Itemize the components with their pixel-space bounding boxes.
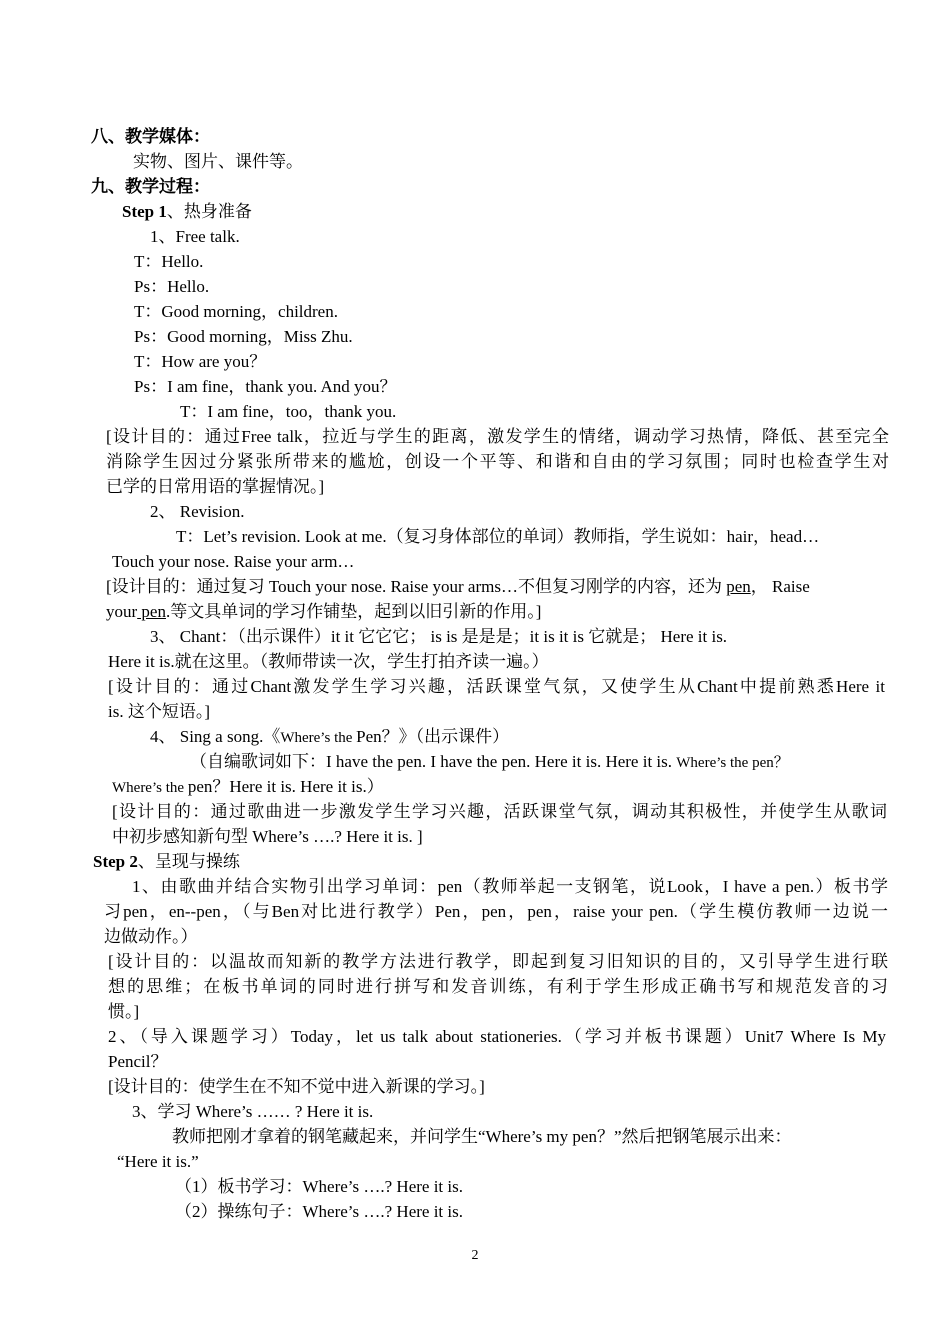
design-purpose-line: [设计目的：使学生在不知不觉中进入新课的学习。]: [108, 1077, 485, 1096]
song-item: [150, 724, 509, 751]
underlined-word: pen: [726, 577, 751, 596]
chant-text: Here it is.就在这里。（教师带读一次，学生打拍齐读一遍。）: [108, 652, 549, 671]
design-purpose-line: [设计目的：通过Free talk，拉近与学生的距离，激发学生的情绪，调动学习热情，降低、甚至完全: [106, 427, 889, 446]
dialogue-line: Ps：Hello.: [134, 277, 210, 296]
step2-label: Step 2: [93, 852, 138, 871]
dialogue-line: Ps：Good morning，Miss Zhu.: [134, 327, 353, 346]
presentation-text: 1、由歌曲并结合实物引出学习单词：pen（教师举起一支钢笔，说Look，I have a pen.）板书学: [132, 877, 888, 896]
dialogue-line: T：How are you？: [134, 352, 267, 371]
learning-subitem: （1）板书学习：Where’s ….? Here it is.: [175, 1177, 463, 1196]
design-purpose-text: your: [106, 602, 138, 621]
step1-title: 、热身准备: [166, 202, 252, 221]
revision-text: Touch your nose. Raise your arm…: [112, 552, 355, 571]
song-text: pen？Here it is. Here it is.）: [187, 777, 384, 796]
section-heading-media: 八、教学媒体：: [91, 127, 210, 146]
chant-item: 3、 Chant：（出示课件）it it 它它它； is is 是是是；it is it is 它就是； Here it is.: [150, 627, 728, 646]
presentation-text: 边做动作。）: [104, 927, 198, 946]
design-purpose-line: 中初步感知新句型 Where’s ….? Here it is. ]: [112, 827, 423, 846]
step1-label: Step 1: [122, 202, 167, 221]
design-purpose-line: [设计目的：通过歌曲进一步激发学生学习兴趣，活跃课堂气氛，调动其积极性，并使学生从歌词: [112, 802, 887, 821]
learning-item: 3、学习 Where’s …… ? Here it is.: [132, 1102, 374, 1121]
design-purpose-line: is. 这个短语。]: [108, 702, 210, 721]
design-purpose-line: [设计目的：通过Chant激发学生学习兴趣，活跃课堂气氛，又使学生从Chant中提前熟悉Here it: [108, 677, 885, 696]
design-purpose-text: [设计目的：通过复习 Touch your nose. Raise your arms…不但复习刚学的内容，还为: [106, 577, 727, 596]
learning-text: “Here it is.”: [117, 1152, 199, 1171]
design-purpose-text: .等文具单词的学习作铺垫，起到以旧引新的作用。]: [165, 602, 542, 621]
topic-intro-text: 2、（导入课题学习）Today，let us talk about stationeries.（学习并板书课题）Unit7 Where Is My: [108, 1027, 886, 1046]
song-lyrics: [112, 774, 384, 801]
design-purpose-line: [106, 574, 810, 599]
song-text: （自编歌词如下：I have the pen. I have the pen. Here it is. Here it is.: [190, 752, 677, 771]
presentation-text: 习pen，en--pen，（与Ben对比进行教学）Pen，pen，pen，raise your pen.（学生模仿教师一边说一: [104, 902, 888, 921]
design-purpose-line: 惯。]: [108, 1002, 140, 1021]
topic-intro-text: Pencil？: [108, 1052, 168, 1071]
design-purpose-line: 已学的日常用语的掌握情况。]: [106, 477, 325, 496]
design-purpose-line: 想的思维；在板书单词的同时进行拼写和发音训练，有利于学生形成正确书写和规范发音的习: [108, 977, 888, 996]
dialogue-line: T：I am fine，too，thank you.: [180, 402, 397, 421]
free-talk-item: 1、Free talk.: [150, 227, 240, 246]
dialogue-line: T：Good morning，children.: [134, 302, 338, 321]
song-text: 4、 Sing a song.《: [150, 727, 281, 746]
design-purpose-line: 消除学生因过分紧张所带来的尴尬，创设一个平等、和谐和自由的学习氛围；同时也检查学生对: [106, 452, 889, 471]
dialogue-line: Ps：I am fine，thank you. And you？: [134, 377, 397, 396]
learning-text: 教师把刚才拿着的钢笔藏起来，并问学生“Where’s my pen？”然后把钢笔展示出来：: [172, 1127, 792, 1146]
design-purpose-text: ， Raise: [750, 577, 810, 596]
design-purpose-line: [106, 599, 541, 624]
underlined-word: pen: [137, 602, 166, 621]
song-title-small: Where’s the: [280, 730, 357, 746]
song-lyrics-small: Where’s the pen？: [676, 755, 789, 771]
revision-text: T：Let’s revision. Look at me.（复习身体部位的单词）教师指，学生说如：hair，head…: [176, 527, 820, 546]
media-text: 实物、图片、课件等。: [133, 152, 303, 171]
song-text: Pen？》（出示课件）: [356, 727, 510, 746]
design-purpose-line: [设计目的：以温故而知新的教学方法进行教学，即起到复习旧知识的目的，又引导学生进行联: [108, 952, 888, 971]
step2-title: 、呈现与操练: [137, 852, 240, 871]
dialogue-line: T：Hello.: [134, 252, 204, 271]
revision-item: 2、 Revision.: [150, 502, 245, 521]
section-heading-process: 九、教学过程：: [91, 177, 210, 196]
step1-heading: [122, 199, 252, 224]
page-number: 2: [471, 1248, 479, 1263]
song-lyrics: [190, 749, 789, 776]
learning-subitem: （2）操练句子：Where’s ….? Here it is.: [175, 1202, 463, 1221]
song-lyrics-small: Where’s the: [112, 780, 188, 796]
step2-heading: [93, 849, 240, 874]
